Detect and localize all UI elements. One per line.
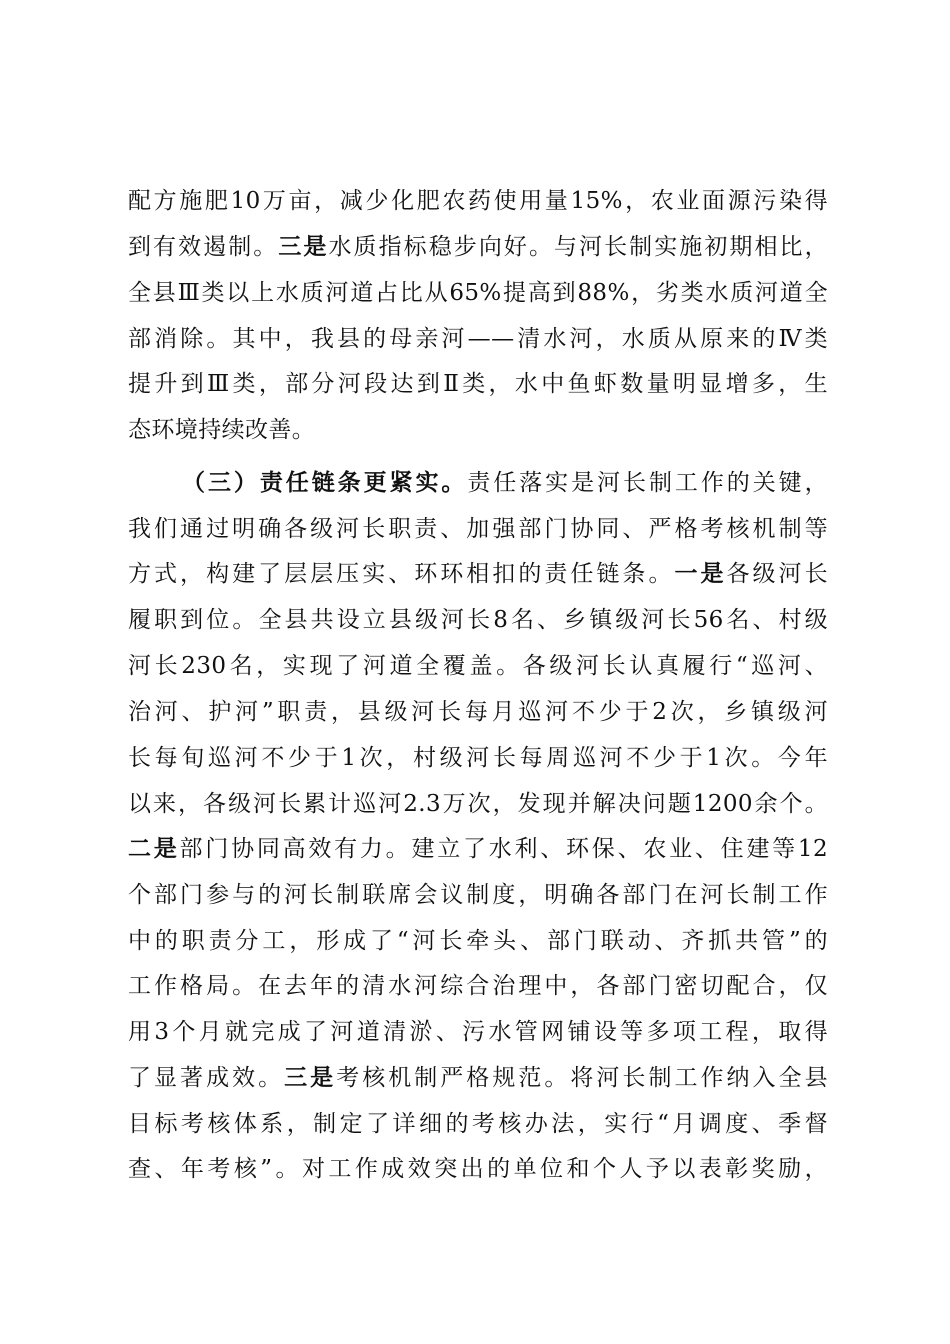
- text-line: 查、年考核”。对工作成效突出的单位和个人予以表彰奖励，: [128, 1156, 828, 1182]
- text-line: 到有效遏制。三是水质指标稳步向好。与河长制实施初期相比，: [128, 234, 828, 260]
- text-line: 提升到Ⅲ类，部分河段达到Ⅱ类，水中鱼虾数量明显增多，生: [128, 371, 828, 397]
- text-line: 了显著成效。三是考核机制严格规范。将河长制工作纳入全县: [128, 1065, 828, 1091]
- text-line: 目标考核体系，制定了详细的考核办法，实行“月调度、季督: [128, 1111, 828, 1137]
- bold-marker: 二是: [128, 836, 180, 862]
- text-line: 全县Ⅲ类以上水质河道占比从65%提高到88%，劣类水质河道全: [128, 280, 828, 306]
- bold-marker: 三是: [284, 1065, 337, 1091]
- text-line: 河长230名，实现了河道全覆盖。各级河长认真履行“巡河、: [128, 653, 828, 679]
- text-line: 用3个月就完成了河道清淤、污水管网铺设等多项工程，取得: [128, 1019, 828, 1045]
- text-line: （三）责任链条更紧实。责任落实是河长制工作的关键，: [182, 470, 828, 496]
- text-line: 履职到位。全县共设立县级河长8名、乡镇级河长56名、村级: [128, 607, 828, 633]
- text-line: 二是部门协同高效有力。建立了水利、环保、农业、住建等12: [128, 836, 828, 862]
- text-line: 部消除。其中，我县的母亲河——清水河，水质从原来的Ⅳ类: [128, 326, 828, 352]
- text-line: 以来，各级河长累计巡河2.3万次，发现并解决问题1200余个。: [128, 791, 828, 817]
- text-line: 治河、护河”职责，县级河长每月巡河不少于2次，乡镇级河: [128, 699, 828, 725]
- text-line: 我们通过明确各级河长职责、加强部门协同、严格考核机制等: [128, 516, 828, 542]
- bold-marker: 三是: [278, 234, 329, 260]
- text-line: 方式，构建了层层压实、环环相扣的责任链条。一是各级河长: [128, 561, 828, 587]
- section-heading: （三）责任链条更紧实。: [182, 470, 468, 496]
- text-line: 中的职责分工，形成了“河长牵头、部门联动、齐抓共管”的: [128, 928, 828, 954]
- bold-marker: 一是: [674, 561, 727, 587]
- text-line: 态环境持续改善。: [128, 417, 316, 443]
- text-line: 工作格局。在去年的清水河综合治理中，各部门密切配合，仅: [128, 973, 828, 999]
- text-line: 配方施肥10万亩，减少化肥农药使用量15%，农业面源污染得: [128, 188, 828, 214]
- text-line: 个部门参与的河长制联席会议制度，明确各部门在河长制工作: [128, 882, 828, 908]
- text-line: 长每旬巡河不少于1次，村级河长每周巡河不少于1次。今年: [128, 745, 828, 771]
